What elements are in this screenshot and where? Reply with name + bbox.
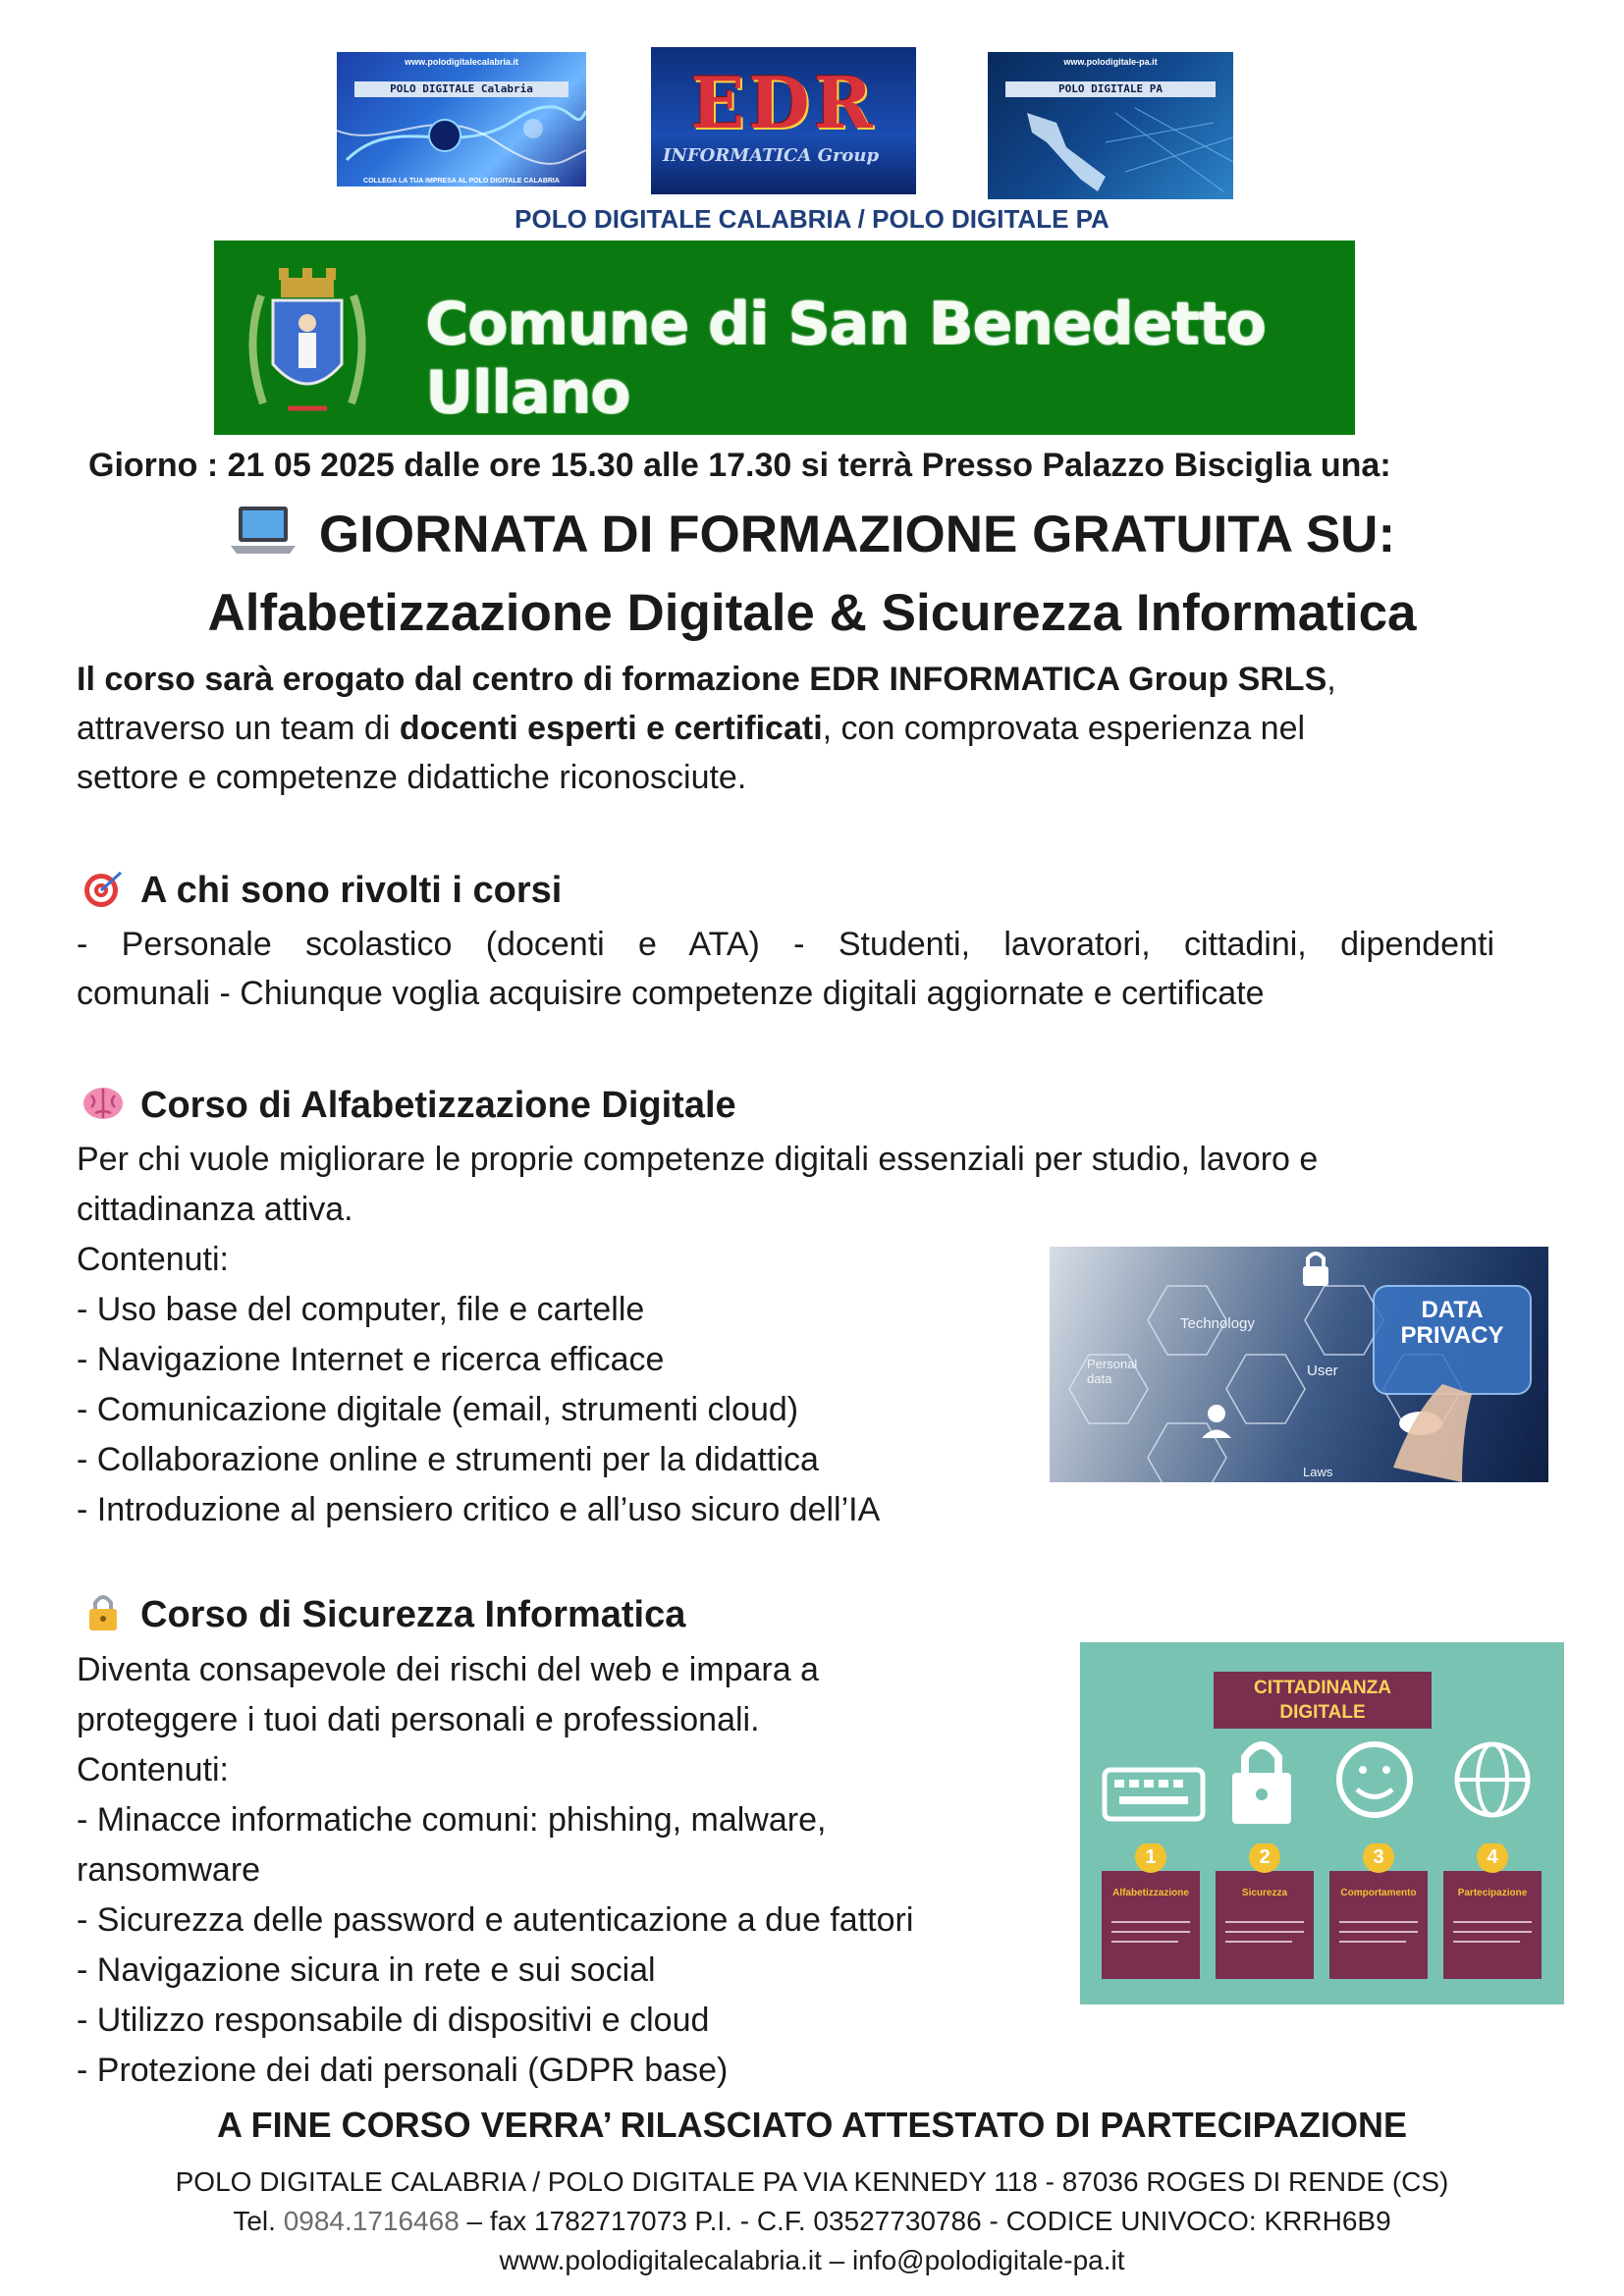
- step-number: 3: [1373, 1846, 1384, 1868]
- logo-name: POLO DIGITALE Calabria: [354, 81, 568, 97]
- security-item: - Minacce informatiche comuni: phishing, malware,: [77, 1801, 827, 1839]
- municipal-crest-icon: [244, 256, 371, 423]
- digital-item: - Introduzione al pensiero critico e all’uso sicuro dell’IA: [77, 1491, 881, 1528]
- security-item: - Utilizzo responsabile di dispositivi e cloud: [77, 2002, 710, 2039]
- logo-name: POLO DIGITALE PA: [1005, 81, 1216, 97]
- footer-contacts: [0, 2206, 1624, 2237]
- italy-map-icon: [988, 103, 1233, 199]
- phone-number[interactable]: 0984.1716468: [283, 2206, 460, 2236]
- intro-line-2: [77, 710, 1305, 748]
- security-item: - Sicurezza delle password e autenticazione a due fattori: [77, 1901, 914, 1939]
- photo-label: Technology: [1180, 1315, 1255, 1332]
- banner-title: Comune di San Benedetto Ullano: [425, 290, 1266, 427]
- footer-fiscal: – fax 1782717073 P.I. - C.F. 03527730786 - CODICE UNIVOCO: KRRH6B9: [459, 2206, 1391, 2236]
- logo-tagline: COLLEGA LA TUA IMPRESA AL POLO DIGITALE CALABRIA: [363, 178, 560, 185]
- edr-informatica-logo: [651, 47, 916, 194]
- step-label: Comportamento: [1340, 1888, 1417, 1898]
- event-date-line: Giorno : 21 05 2025 dalle ore 15.30 alle 17.30 si terrà Presso Palazzo Bisciglia una:: [88, 447, 1391, 484]
- event-title: [0, 503, 1624, 564]
- audience-line-1: [77, 926, 1494, 964]
- polo-digitale-pa-logo: [988, 52, 1233, 199]
- audience-line-2: comunali - Chiunque voglia acquisire competenze digitali aggiornate e certificate: [77, 975, 1265, 1012]
- digital-item: - Comunicazione digitale (email, strumenti cloud): [77, 1391, 799, 1428]
- security-item: - Protezione dei dati personali (GDPR base): [77, 2052, 729, 2089]
- laptop-icon: [229, 503, 298, 558]
- badge-line: PRIVACY: [1400, 1322, 1504, 1349]
- infographic-title-line: DIGITALE: [1279, 1702, 1366, 1723]
- security-course-heading-text: Corso di Sicurezza Informatica: [140, 1594, 686, 1635]
- audience-heading-text: A chi sono rivolti i corsi: [140, 870, 563, 911]
- photo-label: User: [1307, 1362, 1338, 1379]
- security-item: ransomware: [77, 1851, 261, 1889]
- digital-course-heading: [81, 1084, 736, 1127]
- audience-text: - Personale scolastico (docenti e ATA) - Studenti, lavoratori, cittadini, dipendenti: [77, 926, 1494, 963]
- security-contents-label: Contenuti:: [77, 1751, 229, 1789]
- step-label: Sicurezza: [1241, 1888, 1288, 1898]
- intro-text: , con comprovata esperienza nel: [822, 710, 1306, 747]
- logo-url: www.polodigitale-pa.it: [1063, 57, 1158, 67]
- step-number: 1: [1145, 1846, 1157, 1868]
- logo-url: www.polodigitalecalabria.it: [405, 57, 518, 67]
- polo-caption: POLO DIGITALE CALABRIA / POLO DIGITALE PA: [514, 204, 1110, 234]
- step-label: Alfabetizzazione: [1112, 1888, 1189, 1898]
- security-desc-2: proteggere i tuoi dati personali e professionali.: [77, 1701, 760, 1738]
- target-icon: [81, 869, 125, 908]
- photo-label: Personal data: [1087, 1357, 1138, 1386]
- lock-icon: [81, 1593, 125, 1632]
- polo-digitale-calabria-logo: [337, 52, 586, 187]
- tel-label: Tel.: [233, 2206, 284, 2236]
- digital-item: - Navigazione Internet e ricerca efficace: [77, 1341, 665, 1378]
- cittadinanza-digitale-infographic: [1080, 1642, 1564, 2004]
- badge-line: DATA: [1421, 1297, 1484, 1323]
- digital-desc-2: cittadinanza attiva.: [77, 1191, 353, 1228]
- edr-subtitle: INFORMATICA Group: [663, 145, 880, 166]
- event-title-text: GIORNATA DI FORMAZIONE GRATUITA SU:: [318, 506, 1396, 563]
- data-privacy-badge: [1374, 1298, 1531, 1349]
- digital-contents-label: Contenuti:: [77, 1241, 229, 1278]
- footer-web[interactable]: www.polodigitalecalabria.it – info@polodigitale-pa.it: [499, 2245, 1125, 2275]
- digital-item: - Collaborazione online e strumenti per la didattica: [77, 1441, 819, 1478]
- digital-course-heading-text: Corso di Alfabetizzazione Digitale: [140, 1085, 736, 1126]
- intro-line-3: settore e competenze didattiche riconosciute.: [77, 759, 747, 796]
- edr-letters: EDR: [690, 61, 877, 144]
- step-number: 4: [1487, 1846, 1498, 1868]
- security-desc-1: Diventa consapevole dei rischi del web e impara a: [77, 1651, 819, 1688]
- intro-bold-docenti: docenti esperti e certificati: [399, 710, 823, 747]
- intro-text: attraverso un team di: [77, 710, 400, 747]
- step-label: Partecipazione: [1457, 1888, 1528, 1898]
- event-subtitle: Alfabetizzazione Digitale & Sicurezza Informatica: [207, 584, 1417, 642]
- audience-heading: [81, 869, 562, 912]
- step-number: 2: [1259, 1846, 1271, 1868]
- infographic-icons: [1080, 1735, 1564, 1843]
- security-course-heading: [81, 1593, 685, 1636]
- intro-comma: ,: [1326, 661, 1336, 698]
- footer-address: POLO DIGITALE CALABRIA / POLO DIGITALE PA VIA KENNEDY 118 - 87036 ROGES DI RENDE (CS): [175, 2166, 1449, 2197]
- attestato-notice: A FINE CORSO VERRA’ RILASCIATO ATTESTATO DI PARTECIPAZIONE: [216, 2105, 1408, 2145]
- intro-line-1: [77, 661, 1336, 699]
- brain-icon: [81, 1084, 125, 1123]
- photo-label: Laws: [1303, 1465, 1333, 1479]
- infographic-title-line: CITTADINANZA: [1253, 1678, 1391, 1698]
- security-item: - Navigazione sicura in rete e sui social: [77, 1951, 656, 1989]
- infographic-title: [1214, 1672, 1432, 1729]
- circuit-art-icon: [337, 101, 586, 170]
- data-privacy-image: [1050, 1247, 1548, 1482]
- digital-desc-1: Per chi vuole migliorare le proprie competenze digitali essenziali per studio, lavoro e: [77, 1141, 1319, 1178]
- comune-banner: [214, 240, 1355, 435]
- intro-bold: Il corso sarà erogato dal centro di formazione EDR INFORMATICA Group SRLS: [77, 661, 1327, 698]
- digital-item: - Uso base del computer, file e cartelle: [77, 1291, 645, 1328]
